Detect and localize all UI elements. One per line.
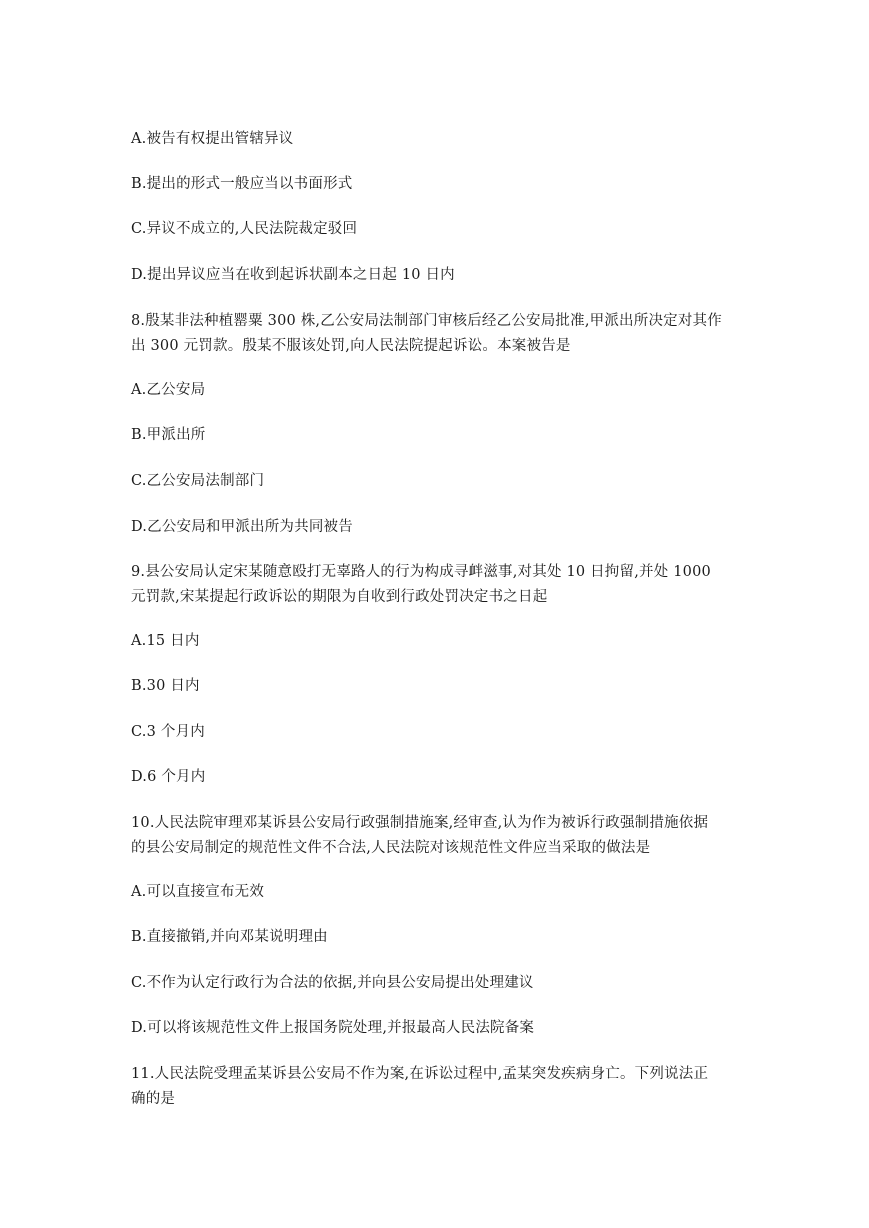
q8-option-a: A.乙公安局 (131, 382, 206, 398)
q10-option-d: D.可以将该规范性文件上报国务院处理,并报最高人民法院备案 (131, 1020, 535, 1036)
q7-option-d: D.提出异议应当在收到起诉状副本之日起 10 日内 (131, 267, 455, 283)
q9-stem-line2: 元罚款,宋某提起行政诉讼的期限为自收到行政处罚决定书之日起 (131, 589, 548, 605)
q9-option-a: A.15 日内 (131, 633, 200, 649)
q9-option-d: D.6 个月内 (131, 769, 206, 785)
q10-option-c: C.不作为认定行政行为合法的依据,并向县公安局提出处理建议 (131, 975, 534, 991)
q9-option-c: C.3 个月内 (131, 724, 205, 740)
q11-stem-line1: 11.人民法院受理孟某诉县公安局不作为案,在诉讼过程中,孟某突发疾病身亡。下列说法正 (131, 1066, 709, 1082)
q11-stem-line2: 确的是 (131, 1091, 176, 1107)
q8-stem-line1: 8.殷某非法种植罂粟 300 株,乙公安局法制部门审核后经乙公安局批准,甲派出所决定对其作 (131, 313, 722, 329)
q7-option-c: C.异议不成立的,人民法院裁定驳回 (131, 221, 358, 237)
q8-option-c: C.乙公安局法制部门 (131, 473, 265, 489)
q8-option-b: B.甲派出所 (131, 427, 206, 443)
q7-option-a: A.被告有权提出管辖异议 (131, 131, 294, 147)
q10-option-b: B.直接撤销,并向邓某说明理由 (131, 929, 328, 945)
q9-stem-line1: 9.县公安局认定宋某随意殴打无辜路人的行为构成寻衅滋事,对其处 10 日拘留,并处 1000 (131, 564, 711, 580)
q8-stem-line2: 出 300 元罚款。殷某不服该处罚,向人民法院提起诉讼。本案被告是 (131, 338, 571, 354)
q10-stem-line1: 10.人民法院审理邓某诉县公安局行政强制措施案,经审查,认为作为被诉行政强制措施依据 (131, 815, 709, 831)
q7-option-b: B.提出的形式一般应当以书面形式 (131, 176, 353, 192)
q10-option-a: A.可以直接宣布无效 (131, 884, 265, 900)
q8-option-d: D.乙公安局和甲派出所为共同被告 (131, 519, 353, 535)
q10-stem-line2: 的县公安局制定的规范性文件不合法,人民法院对该规范性文件应当采取的做法是 (131, 840, 651, 856)
q9-option-b: B.30 日内 (131, 678, 200, 694)
